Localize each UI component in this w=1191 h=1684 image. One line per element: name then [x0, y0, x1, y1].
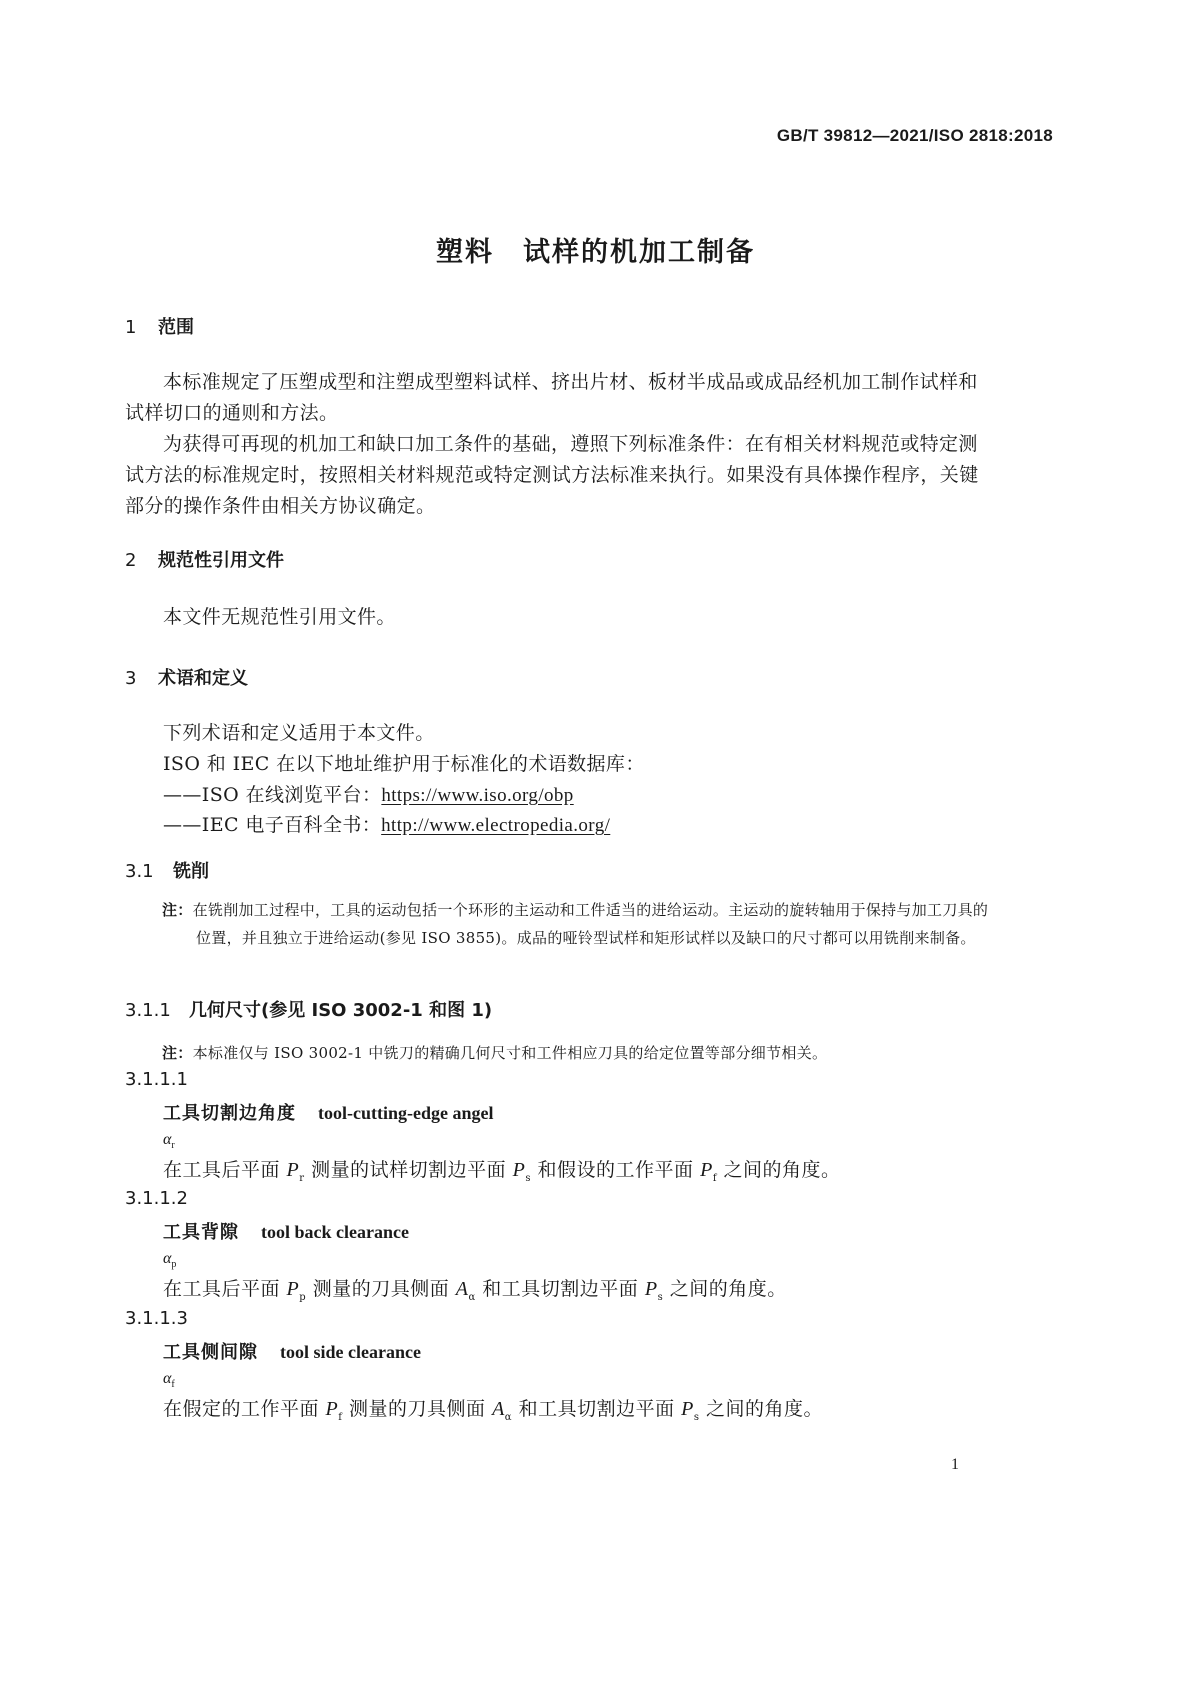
section-3-heading — [125, 664, 248, 690]
geometry-note — [162, 1039, 827, 1067]
section-number: 3.1.1 — [125, 1000, 171, 1021]
milling-note — [162, 896, 992, 952]
page-number: 1 — [951, 1456, 959, 1473]
note-label: 注： — [162, 1044, 193, 1062]
section-title: 几何尺寸(参见 ISO 3002-1 和图 1) — [189, 1000, 493, 1021]
term-symbol: $\alpha_f$ — [163, 1370, 175, 1391]
electropedia-list-item — [163, 810, 610, 841]
term-symbol: $\alpha_p$ — [163, 1250, 177, 1271]
term-number: 3.1.1.1 — [125, 1069, 188, 1090]
page-title: 塑料 试样的机加工制备 — [436, 237, 755, 268]
section-number: 3 — [125, 668, 137, 689]
term-zh: 工具背隙 — [163, 1222, 239, 1243]
term-definition: 在工具后平面 $P_r$ 测量的试样切割边平面 $P_s$ 和假设的工作平面 $P_f$ 之间的角度。 — [163, 1159, 841, 1184]
term-heading — [163, 1338, 421, 1364]
note-label: 注： — [162, 901, 193, 919]
section-title: 术语和定义 — [158, 668, 248, 689]
section-3-1-heading — [125, 857, 209, 883]
term-zh: 工具切割边角度 — [163, 1103, 296, 1124]
section-3-1-1-heading — [125, 996, 492, 1022]
section-1-heading — [125, 313, 194, 339]
term-en: tool-cutting-edge angel — [318, 1103, 494, 1123]
section-title: 规范性引用文件 — [158, 550, 284, 571]
term-heading — [163, 1099, 493, 1125]
section-number: 3.1 — [125, 861, 154, 882]
section-number: 2 — [125, 550, 137, 571]
electropedia-link[interactable]: http://www.electropedia.org/ — [381, 815, 611, 836]
iso-obp-link[interactable]: https://www.iso.org/obp — [381, 785, 574, 806]
term-symbol: $\alpha_r$ — [163, 1131, 175, 1152]
note-text: 在铣削加工过程中，工具的运动包括一个环形的主运动和工件适当的进给运动。主运动的旋转轴用于保持与加工刀具的位置，并且独立于进给运动(参见 ISO 3855)。成品的哑铃型试样和矩形试样以及缺口的尺寸都可以用铣削来制备。 — [192, 901, 989, 947]
note-text: 本标准仅与 ISO 3002-1 中铣刀的精确几何尺寸和工件相应刀具的给定位置等部分细节相关。 — [192, 1044, 828, 1062]
list-item-prefix: ——ISO 在线浏览平台： — [163, 784, 382, 806]
section-2-heading — [125, 546, 284, 572]
section-title: 范围 — [158, 317, 194, 338]
term-heading — [163, 1218, 409, 1244]
term-number: 3.1.1.2 — [125, 1188, 188, 1209]
section-title: 铣削 — [173, 861, 209, 882]
terms-database-paragraph: ISO 和 IEC 在以下地址维护用于标准化的术语数据库： — [163, 753, 645, 775]
section-number: 1 — [125, 317, 137, 338]
term-en: tool side clearance — [280, 1342, 421, 1362]
term-en: tool back clearance — [261, 1222, 409, 1242]
scope-paragraph-2: 为获得可再现的机加工和缺口加工条件的基础，遵照下列标准条件：在有相关材料规范或特定测试方法的标准规定时，按照相关材料规范或特定测试方法标准来执行。如果没有具体操作程序，关键部分的操作条件由相关方协议确定。 — [125, 433, 979, 517]
term-definition: 在假定的工作平面 $P_f$ 测量的刀具侧面 $A_\alpha$ 和工具切割边平面 $P_s$ 之间的角度。 — [163, 1398, 824, 1423]
terms-intro-paragraph: 下列术语和定义适用于本文件。 — [163, 722, 435, 744]
term-definition: 在工具后平面 $P_p$ 测量的刀具侧面 $A_\alpha$ 和工具切割边平面 $P_s$ 之间的角度。 — [163, 1278, 787, 1303]
iso-obp-list-item — [163, 780, 574, 811]
normative-refs-paragraph: 本文件无规范性引用文件。 — [163, 606, 396, 628]
scope-paragraph-1: 本标准规定了压塑成型和注塑成型塑料试样、挤出片材、板材半成品或成品经机加工制作试样和试样切口的通则和方法。 — [125, 371, 978, 424]
list-item-prefix: ——IEC 电子百科全书： — [163, 814, 382, 836]
term-zh: 工具侧间隙 — [163, 1342, 258, 1363]
document-code: GB/T 39812—2021/ISO 2818:2018 — [776, 126, 1053, 145]
term-number: 3.1.1.3 — [125, 1308, 188, 1329]
